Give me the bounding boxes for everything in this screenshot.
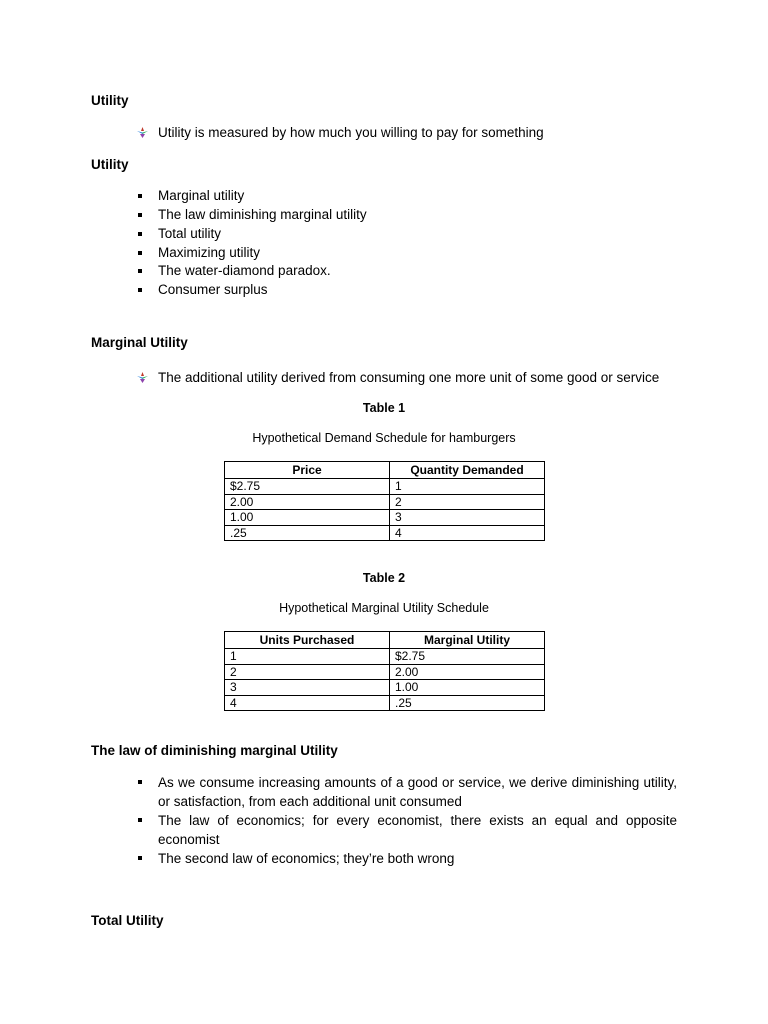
table2-title: Table 2 xyxy=(362,571,406,585)
table-row xyxy=(225,494,545,510)
table-header-cell: Price xyxy=(225,462,390,479)
table-cell: 2 xyxy=(225,664,390,680)
list-item: The law of economics; for every economist, there exists an equal and opposite economist xyxy=(158,813,677,847)
table-cell: 1.00 xyxy=(390,680,545,696)
table-row xyxy=(225,680,545,696)
table-cell: $2.75 xyxy=(390,649,545,665)
table-row xyxy=(225,695,545,711)
table1-title: Table 1 xyxy=(362,401,406,415)
table-row xyxy=(225,664,545,680)
table-cell: $2.75 xyxy=(225,479,390,495)
list-item: Consumer surplus xyxy=(158,282,268,297)
table-cell: 3 xyxy=(225,680,390,696)
table-header-cell: Quantity Demanded xyxy=(390,462,545,479)
table1-caption: Hypothetical Demand Schedule for hamburgers xyxy=(252,431,516,445)
demand-schedule-table xyxy=(224,461,545,541)
table-cell: 2.00 xyxy=(390,664,545,680)
square-bullet-icon xyxy=(138,818,142,822)
square-bullet-icon xyxy=(138,194,142,198)
table-row xyxy=(225,525,545,541)
list-item: The law diminishing marginal utility xyxy=(158,207,367,222)
square-bullet-icon xyxy=(138,856,142,860)
list-item: Total utility xyxy=(158,226,222,241)
square-bullet-icon xyxy=(138,288,142,292)
square-bullet-icon xyxy=(138,232,142,236)
table-cell: 2.00 xyxy=(225,494,390,510)
table-cell: 4 xyxy=(225,695,390,711)
utility-point-text: Utility is measured by how much you willing to pay for something xyxy=(158,125,544,140)
square-bullet-icon xyxy=(138,213,142,217)
list-item: Marginal utility xyxy=(158,188,245,203)
section-heading-law-diminishing: The law of diminishing marginal Utility xyxy=(91,743,338,758)
table-cell: .25 xyxy=(225,525,390,541)
table-cell: .25 xyxy=(390,695,545,711)
table-row xyxy=(225,649,545,665)
table-cell: 2 xyxy=(390,494,545,510)
table-cell: 3 xyxy=(390,510,545,526)
square-bullet-icon xyxy=(138,251,142,255)
list-item: The second law of economics; they’re both wrong xyxy=(158,851,455,866)
table-row xyxy=(225,479,545,495)
arrow-bullet-icon xyxy=(137,372,148,383)
arrow-bullet-icon xyxy=(137,127,148,138)
table-header-cell: Marginal Utility xyxy=(390,632,545,649)
marginal-point-text: The additional utility derived from consuming one more unit of some good or service xyxy=(158,370,660,385)
table-header-row xyxy=(225,462,545,479)
table-cell: 1.00 xyxy=(225,510,390,526)
section-heading-utility: Utility xyxy=(91,93,129,108)
list-item: As we consume increasing amounts of a good or service, we derive diminishing utility, or satisfaction, from each additional unit consumed xyxy=(158,775,677,809)
table-header-row xyxy=(225,632,545,649)
table-cell: 4 xyxy=(390,525,545,541)
table-cell: 1 xyxy=(390,479,545,495)
list-item: The water-diamond paradox. xyxy=(158,263,331,278)
square-bullet-icon xyxy=(138,780,142,784)
table-row xyxy=(225,510,545,526)
table-cell: 1 xyxy=(225,649,390,665)
section-heading-marginal-utility: Marginal Utility xyxy=(91,335,188,350)
section-heading-utility-2: Utility xyxy=(91,157,129,172)
table2-caption: Hypothetical Marginal Utility Schedule xyxy=(279,601,489,615)
section-heading-total-utility: Total Utility xyxy=(91,913,164,928)
square-bullet-icon xyxy=(138,269,142,273)
marginal-utility-table xyxy=(224,631,545,711)
table-header-cell: Units Purchased xyxy=(225,632,390,649)
list-item: Maximizing utility xyxy=(158,245,261,260)
